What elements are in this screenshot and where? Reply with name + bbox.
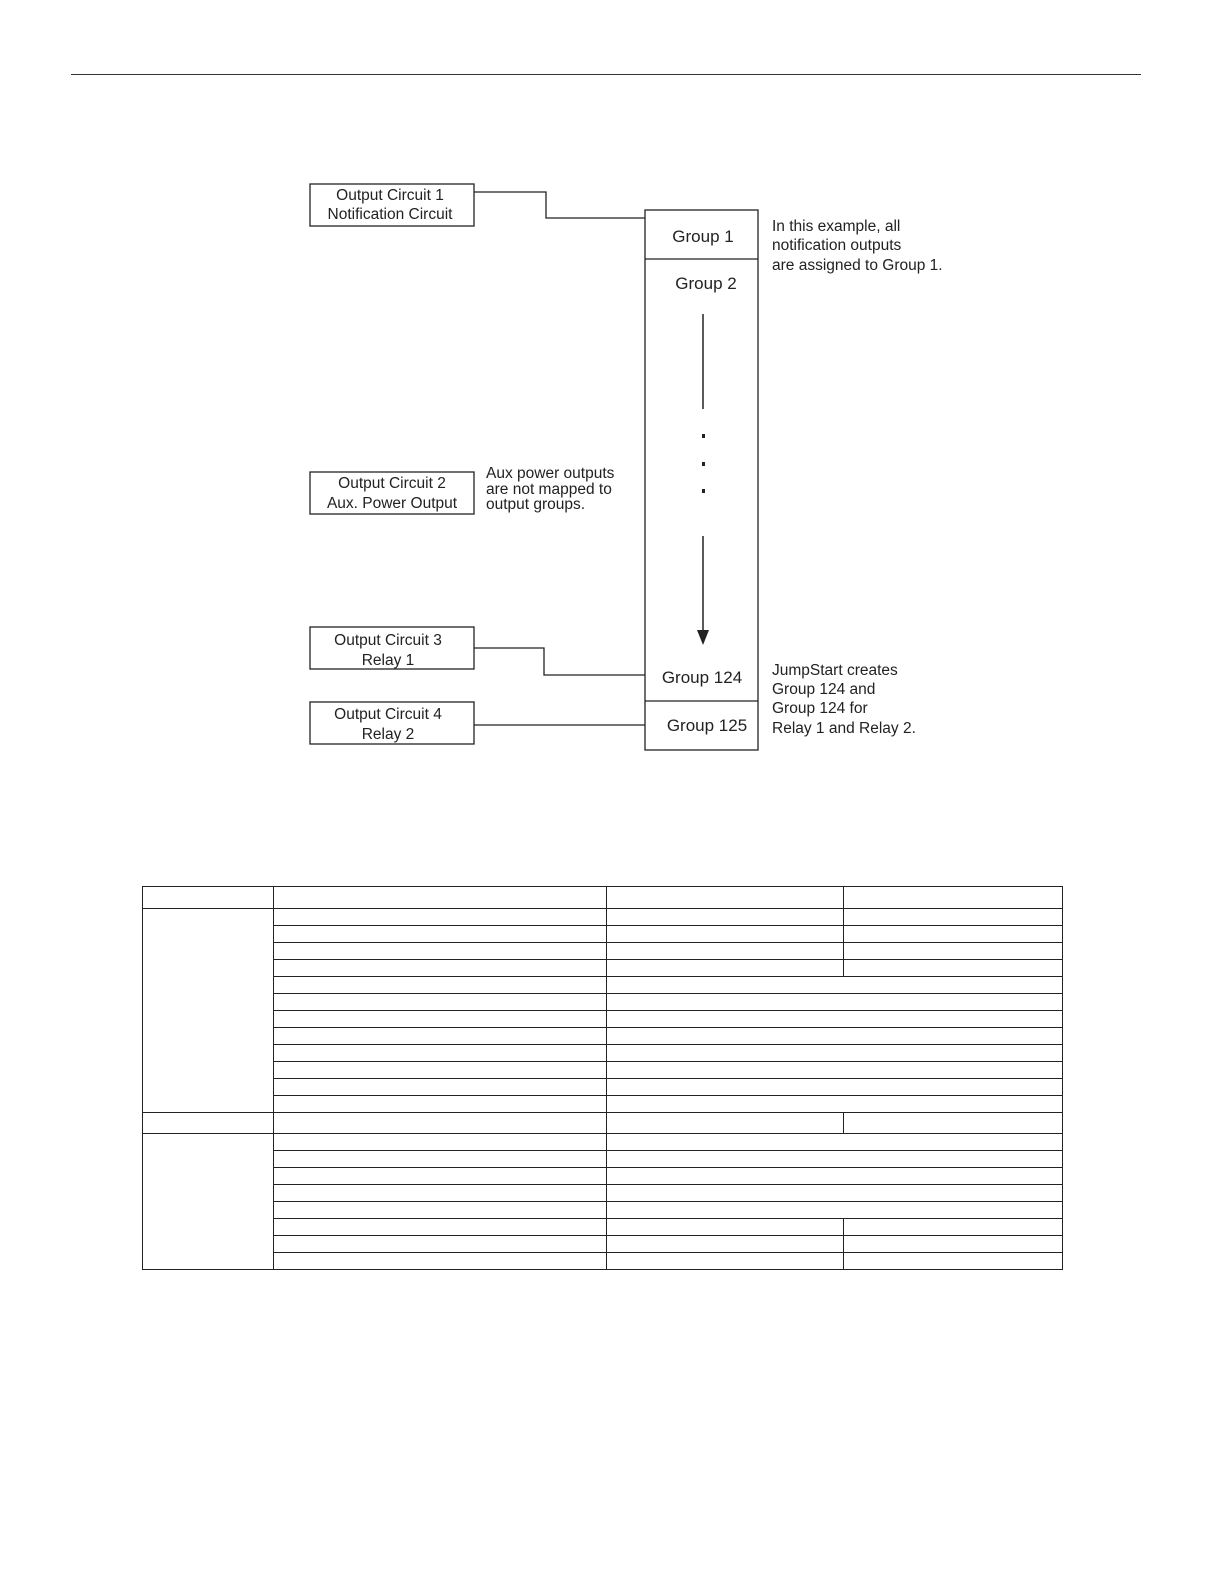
- table-row: [143, 1045, 1063, 1062]
- table-row: [143, 1096, 1063, 1113]
- ellipsis-dot: [702, 489, 705, 493]
- table-row: [143, 1253, 1063, 1270]
- table-cell: [274, 1185, 607, 1202]
- table-cell: [844, 887, 1063, 909]
- table-cell: [844, 1236, 1063, 1253]
- table-cell: [607, 1028, 1063, 1045]
- table-cell: [607, 943, 844, 960]
- table-cell: [607, 926, 844, 943]
- table-cell: [274, 960, 607, 977]
- table-cell: [607, 1113, 844, 1134]
- table-cell: [274, 926, 607, 943]
- table-cell: [607, 1062, 1063, 1079]
- table-row: [143, 977, 1063, 994]
- table-row: [143, 994, 1063, 1011]
- table-cell: [274, 1028, 607, 1045]
- table-cell: [607, 1045, 1063, 1062]
- table-cell: [607, 1151, 1063, 1168]
- table-cell: [274, 977, 607, 994]
- table-cell: [274, 1045, 607, 1062]
- output-circuit-2-label: Output Circuit 2: [338, 475, 446, 492]
- table-cell: [607, 1219, 844, 1236]
- table-row: [143, 926, 1063, 943]
- table-cell: [607, 994, 1063, 1011]
- table-cell: [274, 1134, 607, 1151]
- table-row: [143, 1151, 1063, 1168]
- output-circuit-1-type: Notification Circuit: [327, 206, 453, 223]
- table-row: [143, 1011, 1063, 1028]
- table-row: [143, 1079, 1063, 1096]
- table-cell: [274, 1151, 607, 1168]
- settings-table: [142, 886, 1063, 1270]
- table-cell: [274, 1202, 607, 1219]
- table-cell: [143, 887, 274, 909]
- table-cell: [844, 909, 1063, 926]
- table-cell: [844, 960, 1063, 977]
- table-cell: [143, 909, 274, 1113]
- table-row: [143, 1134, 1063, 1151]
- output-group-mapping-diagram: [0, 0, 1224, 780]
- output-circuit-2-box: [310, 472, 474, 514]
- table-cell: [607, 1253, 844, 1270]
- table-cell: [844, 943, 1063, 960]
- output-circuit-4-label: Output Circuit 4: [334, 706, 442, 723]
- table-cell: [607, 1079, 1063, 1096]
- table-cell: [274, 1096, 607, 1113]
- note-line: are not mapped to: [486, 481, 612, 498]
- group-column: [645, 210, 758, 750]
- output-circuit-2-type: Aux. Power Output: [326, 495, 458, 512]
- output-circuit-4-type: Relay 2: [361, 726, 415, 743]
- note-line: Group 124 for: [772, 700, 868, 717]
- table-cell: [844, 1253, 1063, 1270]
- table-cell: [844, 1113, 1063, 1134]
- output-circuit-4-box: [310, 702, 474, 744]
- note-line: are assigned to Group 1.: [772, 257, 943, 274]
- table-row: [143, 1028, 1063, 1045]
- table-cell: [607, 1134, 1063, 1151]
- table-cell: [844, 926, 1063, 943]
- table-cell: [607, 1202, 1063, 1219]
- table-row: [143, 960, 1063, 977]
- table-cell: [607, 977, 1063, 994]
- connector-circuit-3-to-group-124: [474, 648, 645, 675]
- output-circuit-1-label: Output Circuit 1: [336, 187, 444, 204]
- table-cell: [274, 1079, 607, 1096]
- table-row: [143, 943, 1063, 960]
- output-circuit-1-box: [310, 184, 474, 226]
- table-cell: [607, 1096, 1063, 1113]
- table-cell: [274, 1236, 607, 1253]
- group-2-label: Group 2: [675, 274, 737, 293]
- table-cell: [607, 1236, 844, 1253]
- ellipsis-dot: [702, 462, 705, 466]
- table-cell: [274, 1011, 607, 1028]
- table-cell: [274, 909, 607, 926]
- connector-circuit-1-to-group-1: [474, 192, 645, 218]
- table-row: [143, 1202, 1063, 1219]
- table-row: [143, 1062, 1063, 1079]
- table-row: [143, 1168, 1063, 1185]
- down-arrow-icon: [697, 630, 709, 645]
- table-cell: [607, 1168, 1063, 1185]
- table-cell: [274, 1219, 607, 1236]
- table-row: [143, 1185, 1063, 1202]
- table-cell: [274, 1168, 607, 1185]
- table-cell: [274, 994, 607, 1011]
- group-1-label: Group 1: [672, 227, 734, 246]
- note-aux-power: [486, 465, 615, 513]
- table-cell: [274, 887, 607, 909]
- output-circuit-3-label: Output Circuit 3: [334, 632, 442, 649]
- table-cell: [844, 1219, 1063, 1236]
- group-124-label: Group 124: [661, 668, 743, 687]
- table-row: [143, 909, 1063, 926]
- note-line: In this example, all: [772, 218, 901, 235]
- note-line: Aux power outputs: [486, 465, 615, 482]
- note-line: output groups.: [486, 496, 586, 513]
- table-cell: [274, 943, 607, 960]
- table-cell: [607, 909, 844, 926]
- output-circuit-3-box: [310, 627, 474, 669]
- table-cell: [143, 1134, 274, 1270]
- note-assigned-to-group-1: [772, 218, 943, 274]
- note-jumpstart: [772, 662, 916, 737]
- note-line: notification outputs: [772, 237, 902, 254]
- group-125-label: Group 125: [666, 716, 748, 735]
- table-cell: [607, 960, 844, 977]
- ellipsis-dot: [702, 434, 705, 438]
- table-cell: [274, 1113, 607, 1134]
- note-line: Group 124 and: [772, 681, 876, 698]
- table-cell: [143, 1113, 274, 1134]
- note-line: Relay 1 and Relay 2.: [772, 720, 916, 737]
- note-line: JumpStart creates: [772, 662, 898, 679]
- table-cell: [274, 1062, 607, 1079]
- table-row: [143, 1236, 1063, 1253]
- table-row: [143, 1219, 1063, 1236]
- table-cell: [607, 1185, 1063, 1202]
- table-row: [143, 887, 1063, 909]
- table-cell: [607, 1011, 1063, 1028]
- output-circuit-3-type: Relay 1: [361, 652, 415, 669]
- table-cell: [607, 887, 844, 909]
- table-cell: [274, 1253, 607, 1270]
- table-row: [143, 1113, 1063, 1134]
